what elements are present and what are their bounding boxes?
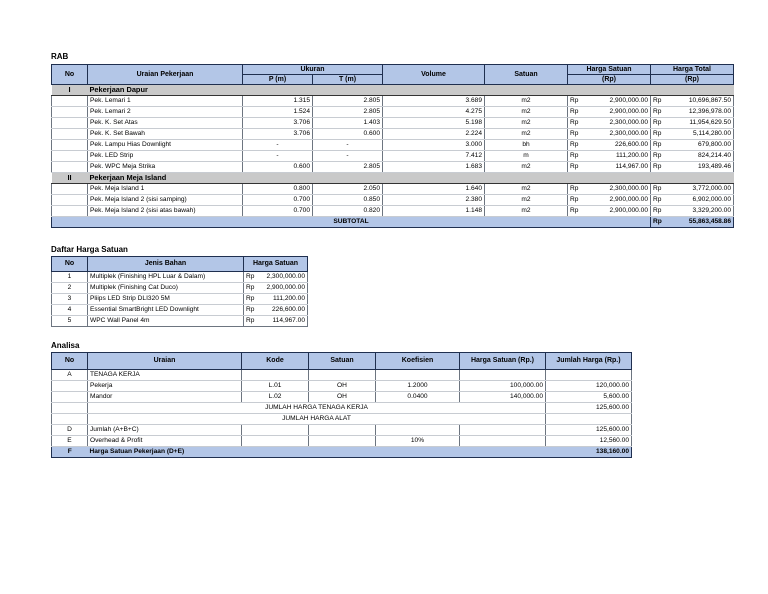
rab-row-volume: 7.412 xyxy=(383,151,485,162)
rab-row-satuan: m2 xyxy=(485,162,568,173)
rab-row-rp: Rp xyxy=(568,206,584,217)
rab-row-volume: 5.198 xyxy=(383,118,485,129)
rab-header-volume: Volume xyxy=(383,65,485,85)
daftar-title: Daftar Harga Satuan xyxy=(51,245,128,254)
rab-row-rp: Rp xyxy=(568,151,584,162)
rab-row-rp: Rp xyxy=(568,184,584,195)
rab-row-volume: 1.683 xyxy=(383,162,485,173)
rab-header-ukuran: Ukuran xyxy=(243,65,383,75)
daftar-row-harga: 226,600.00 xyxy=(258,305,308,316)
analisa-row-uraian: Overhead & Profit xyxy=(88,436,242,447)
rab-row-t: 0.600 xyxy=(313,129,383,140)
table-row xyxy=(52,206,734,217)
rab-row-t: 0.820 xyxy=(313,206,383,217)
rab-group-row xyxy=(52,85,734,96)
rab-row-uraian: Pek. K. Set Atas xyxy=(88,118,243,129)
analisa-row-harga: 140,000.00 xyxy=(460,392,546,403)
analisa-jumlah-tk-label: JUMLAH HARGA TENAGA KERJA xyxy=(88,403,546,414)
rab-row-rp: Rp xyxy=(651,129,667,140)
rab-row-rp: Rp xyxy=(568,195,584,206)
rab-row-satuan: m2 xyxy=(485,206,568,217)
analisa-row-no: E xyxy=(52,436,88,447)
analisa-header-uraian: Uraian xyxy=(88,353,242,370)
table-row xyxy=(52,184,734,195)
daftar-row-harga: 111,200.00 xyxy=(258,294,308,305)
analisa-row-jumlah: 5,600.00 xyxy=(546,392,632,403)
rab-title: RAB xyxy=(51,52,69,61)
rab-row-rp: Rp xyxy=(651,140,667,151)
rab-row-volume: 3.689 xyxy=(383,96,485,107)
table-row xyxy=(52,151,734,162)
daftar-row-harga: 2,300,000.00 xyxy=(258,272,308,283)
rab-row-p: - xyxy=(243,140,313,151)
rab-row-harga-total: 3,329,200.00 xyxy=(667,206,734,217)
rab-row-uraian: Pek. Meja Island 2 (sisi atas bawah) xyxy=(88,206,243,217)
analisa-header-satuan: Satuan xyxy=(309,353,376,370)
rab-row-satuan: bh xyxy=(485,140,568,151)
analisa-row-no: D xyxy=(52,425,88,436)
daftar-row-jenis: Multiplek (Finishing HPL Luar & Dalam) xyxy=(88,272,244,283)
daftar-row-no: 2 xyxy=(52,283,88,294)
analisa-row-no: F xyxy=(52,447,88,458)
rab-header-harga-total: Harga Total xyxy=(651,65,734,75)
rab-row-harga-satuan: 2,900,000.00 xyxy=(584,96,651,107)
rab-row-harga-total: 5,114,280.00 xyxy=(667,129,734,140)
rab-header-t: T (m) xyxy=(313,75,383,85)
rab-subtotal-label: SUBTOTAL xyxy=(52,217,651,228)
daftar-row-harga: 114,967.00 xyxy=(258,316,308,327)
table-row xyxy=(52,140,734,151)
rab-row-harga-satuan: 2,300,000.00 xyxy=(584,118,651,129)
analisa-row-satuan: OH xyxy=(309,381,376,392)
daftar-row-rp: Rp xyxy=(244,283,258,294)
analisa-title: Analisa xyxy=(51,341,80,350)
rab-row-uraian: Pek. WPC Meja Strika xyxy=(88,162,243,173)
analisa-row-kode: L.02 xyxy=(242,392,309,403)
rab-header-satuan: Satuan xyxy=(485,65,568,85)
analisa-row-uraian: Harga Satuan Pekerjaan (D+E) xyxy=(88,447,546,458)
rab-row-volume: 3.000 xyxy=(383,140,485,151)
table-row xyxy=(52,162,734,173)
table-row xyxy=(52,272,308,283)
analisa-row-jumlah: 12,560.00 xyxy=(546,436,632,447)
rab-row-t: 2.805 xyxy=(313,107,383,118)
daftar-row-rp: Rp xyxy=(244,294,258,305)
daftar-row-rp: Rp xyxy=(244,316,258,327)
rab-subtotal-value: 55,863,458.86 xyxy=(667,217,734,228)
daftar-row-harga: 2,900,000.00 xyxy=(258,283,308,294)
analisa-header-harga-satuan: Harga Satuan (Rp.) xyxy=(460,353,546,370)
rab-row-rp: Rp xyxy=(651,96,667,107)
rab-row-volume: 4.275 xyxy=(383,107,485,118)
analisa-header-no: No xyxy=(52,353,88,370)
analisa-row-satuan: OH xyxy=(309,392,376,403)
analisa-row-kode: L.01 xyxy=(242,381,309,392)
table-row xyxy=(52,403,632,414)
rab-row-harga-satuan: 114,967.00 xyxy=(584,162,651,173)
analisa-jumlah-tk-value: 125,600.00 xyxy=(546,403,632,414)
rab-row-harga-total: 193,489.46 xyxy=(667,162,734,173)
rab-row-rp: Rp xyxy=(651,206,667,217)
rab-row-volume: 2.224 xyxy=(383,129,485,140)
rab-row-p: 0.700 xyxy=(243,206,313,217)
rab-header-harga-satuan-unit: (Rp) xyxy=(568,75,651,85)
rab-row-uraian: Pek. LED Strip xyxy=(88,151,243,162)
table-row xyxy=(52,305,308,316)
rab-row-harga-total: 10,696,867.50 xyxy=(667,96,734,107)
rab-row-p: 1.524 xyxy=(243,107,313,118)
rab-row-rp: Rp xyxy=(651,118,667,129)
rab-row-volume: 1.640 xyxy=(383,184,485,195)
analisa-jumlah-alat-label: JUMLAH HARGA ALAT xyxy=(88,414,546,425)
analisa-row-jumlah: 120,000.00 xyxy=(546,381,632,392)
analisa-row-uraian: TENAGA KERJA xyxy=(88,370,242,381)
table-row xyxy=(52,107,734,118)
table-row xyxy=(52,414,632,425)
daftar-header-jenis: Jenis Bahan xyxy=(88,257,244,272)
rab-row-rp: Rp xyxy=(568,140,584,151)
rab-header-uraian: Uraian Pekerjaan xyxy=(88,65,243,85)
rab-row-rp: Rp xyxy=(651,195,667,206)
rab-row-p: 0.700 xyxy=(243,195,313,206)
rab-row-volume: 1.148 xyxy=(383,206,485,217)
rab-row-satuan: m2 xyxy=(485,195,568,206)
rab-row-rp: Rp xyxy=(568,129,584,140)
rab-row-uraian: Pek. Meja Island 1 xyxy=(88,184,243,195)
daftar-row-no: 1 xyxy=(52,272,88,283)
daftar-row-no: 5 xyxy=(52,316,88,327)
rab-row-t: 1.403 xyxy=(313,118,383,129)
daftar-header-harga: Harga Satuan xyxy=(244,257,308,272)
daftar-row-jenis: Pliips LED Strip DLI320 5M xyxy=(88,294,244,305)
rab-row-t: 0.850 xyxy=(313,195,383,206)
rab-row-t: 2.050 xyxy=(313,184,383,195)
daftar-row-jenis: WPC Wall Panel 4m xyxy=(88,316,244,327)
analisa-row-koefisien: 1.2000 xyxy=(376,381,460,392)
rab-row-harga-satuan: 226,600.00 xyxy=(584,140,651,151)
rab-row-volume: 2.380 xyxy=(383,195,485,206)
rab-header-p: P (m) xyxy=(243,75,313,85)
rab-row-harga-satuan: 2,300,000.00 xyxy=(584,184,651,195)
rab-row-p: 3.706 xyxy=(243,129,313,140)
rab-row-t: 2.805 xyxy=(313,162,383,173)
rab-group-name: Pekerjaan Meja Island xyxy=(88,173,734,184)
table-row xyxy=(52,294,308,305)
daftar-row-jenis: Multiplek (Finishing Cat Duco) xyxy=(88,283,244,294)
rab-row-satuan: m2 xyxy=(485,129,568,140)
analisa-final-row xyxy=(52,447,632,458)
rab-row-p: 3.706 xyxy=(243,118,313,129)
rab-row-p: 1.315 xyxy=(243,96,313,107)
rab-group-name: Pekerjaan Dapur xyxy=(88,85,734,96)
rab-row-harga-total: 6,902,000.00 xyxy=(667,195,734,206)
analisa-row-harga: 100,000.00 xyxy=(460,381,546,392)
rab-row-uraian: Pek. Lemari 2 xyxy=(88,107,243,118)
analisa-row-uraian: Pekerja xyxy=(88,381,242,392)
rab-row-t: 2.805 xyxy=(313,96,383,107)
rab-table xyxy=(51,64,734,228)
analisa-header-jumlah: Jumlah Harga (Rp.) xyxy=(546,353,632,370)
rab-row-harga-satuan: 2,900,000.00 xyxy=(584,206,651,217)
analisa-table xyxy=(51,352,632,458)
rab-row-rp: Rp xyxy=(651,184,667,195)
rab-subtotal-row xyxy=(52,217,734,228)
rab-header-no: No xyxy=(52,65,88,85)
rab-header-harga-satuan: Harga Satuan xyxy=(568,65,651,75)
table-row xyxy=(52,96,734,107)
rab-row-harga-satuan: 2,300,000.00 xyxy=(584,129,651,140)
table-row xyxy=(52,392,632,403)
rab-row-rp: Rp xyxy=(568,118,584,129)
analisa-row-jumlah: 138,160.00 xyxy=(546,447,632,458)
rab-row-uraian: Pek. Lemari 1 xyxy=(88,96,243,107)
rab-row-harga-total: 12,396,978.00 xyxy=(667,107,734,118)
analisa-row-uraian: Jumlah (A+B+C) xyxy=(88,425,242,436)
table-row xyxy=(52,195,734,206)
rab-row-uraian: Pek. K. Set Bawah xyxy=(88,129,243,140)
analisa-row-jumlah: 125,600.00 xyxy=(546,425,632,436)
analisa-row-koefisien: 0.0400 xyxy=(376,392,460,403)
rab-row-rp: Rp xyxy=(651,107,667,118)
daftar-row-rp: Rp xyxy=(244,305,258,316)
daftar-row-jenis: Essential SmartBright LED Downlight xyxy=(88,305,244,316)
rab-row-rp: Rp xyxy=(568,107,584,118)
daftar-header-no: No xyxy=(52,257,88,272)
rab-row-p: - xyxy=(243,151,313,162)
rab-row-harga-satuan: 2,900,000.00 xyxy=(584,195,651,206)
rab-header-harga-total-unit: (Rp) xyxy=(651,75,734,85)
rab-row-uraian: Pek. Meja Island 2 (sisi samping) xyxy=(88,195,243,206)
rab-row-uraian: Pek. Lampu Hias Downlight xyxy=(88,140,243,151)
daftar-row-no: 4 xyxy=(52,305,88,316)
table-row xyxy=(52,283,308,294)
rab-row-harga-satuan: 111,200.00 xyxy=(584,151,651,162)
rab-row-harga-satuan: 2,900,000.00 xyxy=(584,107,651,118)
rab-row-rp: Rp xyxy=(651,151,667,162)
analisa-row-uraian: Mandor xyxy=(88,392,242,403)
rab-row-satuan: m2 xyxy=(485,184,568,195)
table-row xyxy=(52,370,632,381)
table-row xyxy=(52,425,632,436)
rab-group-no: I xyxy=(52,85,88,96)
analisa-header-koefisien: Koefisien xyxy=(376,353,460,370)
analisa-row-koefisien: 10% xyxy=(376,436,460,447)
rab-row-satuan: m2 xyxy=(485,107,568,118)
rab-row-harga-total: 11,954,629.50 xyxy=(667,118,734,129)
analisa-row-no: A xyxy=(52,370,88,381)
rab-row-harga-total: 679,800.00 xyxy=(667,140,734,151)
rab-row-satuan: m2 xyxy=(485,96,568,107)
table-row xyxy=(52,118,734,129)
rab-row-p: 0.600 xyxy=(243,162,313,173)
daftar-table xyxy=(51,256,308,327)
rab-row-satuan: m xyxy=(485,151,568,162)
rab-row-rp: Rp xyxy=(568,96,584,107)
rab-row-p: 0.800 xyxy=(243,184,313,195)
rab-row-harga-total: 824,214.40 xyxy=(667,151,734,162)
rab-row-t: - xyxy=(313,151,383,162)
rab-row-harga-total: 3,772,000.00 xyxy=(667,184,734,195)
rab-row-t: - xyxy=(313,140,383,151)
rab-subtotal-rp: Rp xyxy=(651,217,667,228)
rab-row-rp: Rp xyxy=(568,162,584,173)
table-row xyxy=(52,381,632,392)
daftar-row-no: 3 xyxy=(52,294,88,305)
rab-row-rp: Rp xyxy=(651,162,667,173)
analisa-header-kode: Kode xyxy=(242,353,309,370)
table-row xyxy=(52,129,734,140)
table-row xyxy=(52,316,308,327)
rab-row-satuan: m2 xyxy=(485,118,568,129)
table-row xyxy=(52,436,632,447)
rab-group-row xyxy=(52,173,734,184)
rab-group-no: II xyxy=(52,173,88,184)
daftar-row-rp: Rp xyxy=(244,272,258,283)
